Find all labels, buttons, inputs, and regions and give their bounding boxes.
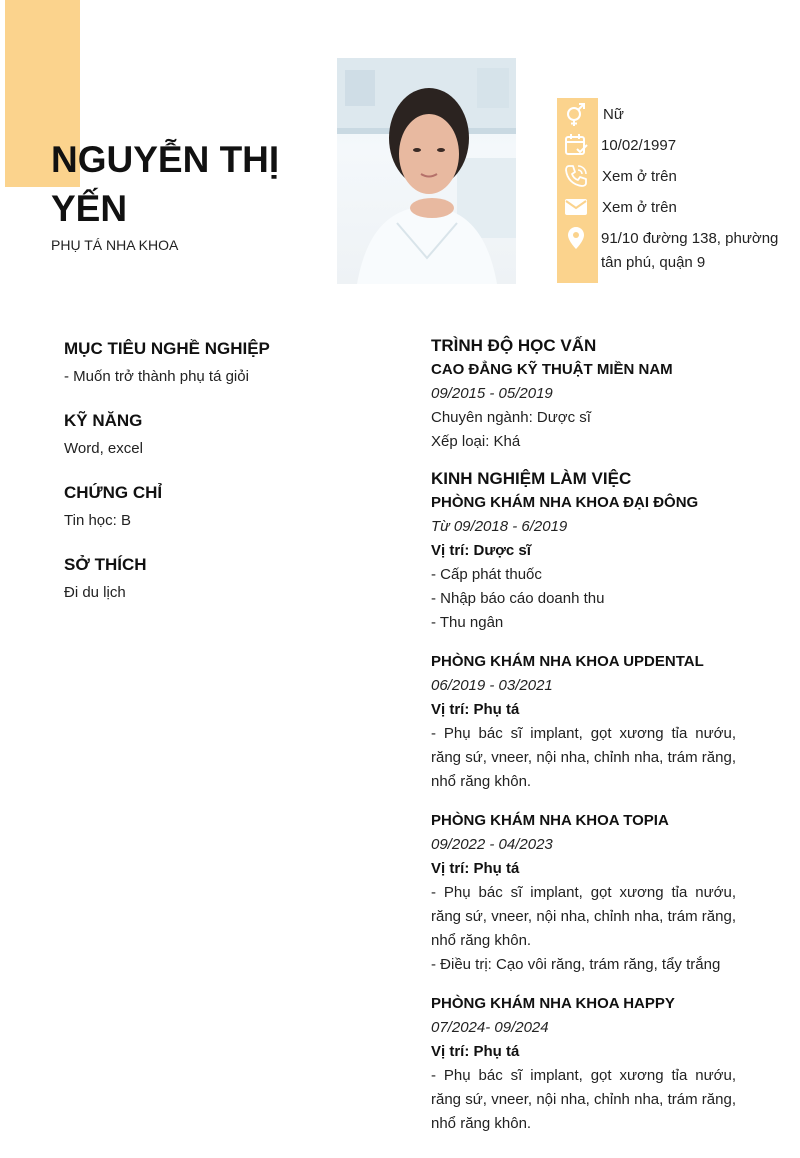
job-entry xyxy=(431,491,736,635)
job-org: PHÒNG KHÁM NHA KHOA ĐẠI ĐÔNG xyxy=(431,494,699,511)
job-duty: - Phụ bác sĩ implant, gọt xương tỉa nướu, răng sứ, vneer, nội nha, chỉnh nha, trám răng, nhổ răng khôn. xyxy=(431,884,736,949)
phone-icon xyxy=(563,163,589,189)
gender-icon xyxy=(563,102,589,128)
job-duty: - Phụ bác sĩ implant, gọt xương tỉa nướu, răng sứ, vneer, nội nha, chỉnh nha, trám răng, nhổ răng khôn. xyxy=(431,725,736,790)
portrait-illustration xyxy=(337,58,516,284)
hobbies-heading: SỞ THÍCH xyxy=(64,555,147,574)
job-position: Vị trí: Dược sĩ xyxy=(431,542,531,559)
job-entry xyxy=(431,650,736,794)
skills-text: Word, excel xyxy=(64,440,143,457)
gender-text: Nữ xyxy=(603,106,624,123)
job-org: PHÒNG KHÁM NHA KHOA UPDENTAL xyxy=(431,653,704,670)
skills-heading: KỸ NĂNG xyxy=(64,411,143,430)
job-period: 09/2022 - 04/2023 xyxy=(431,836,553,853)
education-grade: Xếp loại: Khá xyxy=(431,433,521,450)
calendar-icon xyxy=(563,132,589,158)
job-duty: - Nhập báo cáo doanh thu xyxy=(431,590,605,607)
job-duty: - Điều trị: Cạo vôi răng, trám răng, tẩy trắng xyxy=(431,956,721,973)
certificates-text: Tin học: B xyxy=(64,512,131,529)
job-duty: - Phụ bác sĩ implant, gọt xương tỉa nướu, răng sứ, vneer, nội nha, chỉnh nha, trám răng, nhổ răng khôn. xyxy=(431,1067,736,1132)
certificates-heading: CHỨNG CHỈ xyxy=(64,483,163,502)
candidate-name: NGUYỄN THỊ YẾN xyxy=(51,139,280,229)
job-position: Vị trí: Phụ tá xyxy=(431,1043,520,1060)
job-entry xyxy=(431,992,736,1136)
left-column xyxy=(64,337,364,625)
objective-text: - Muốn trở thành phụ tá giỏi xyxy=(64,368,249,385)
objective-section xyxy=(64,337,364,389)
email-text: Xem ở trên xyxy=(602,199,677,216)
hobbies-section xyxy=(64,553,364,605)
education-heading: TRÌNH ĐỘ HỌC VẤN xyxy=(431,336,597,355)
location-pin-icon xyxy=(563,225,589,251)
objective-heading: MỤC TIÊU NGHỀ NGHIỆP xyxy=(64,339,270,358)
job-title: PHỤ TÁ NHA KHOA xyxy=(51,237,179,253)
job-period: 06/2019 - 03/2021 xyxy=(431,677,553,694)
job-duty: - Thu ngân xyxy=(431,614,504,631)
school-name: CAO ĐẲNG KỸ THUẬT MIỀN NAM xyxy=(431,361,673,378)
job-period: 07/2024- 09/2024 xyxy=(431,1019,549,1036)
job-position: Vị trí: Phụ tá xyxy=(431,701,520,718)
hobbies-text: Đi du lịch xyxy=(64,584,126,601)
education-major: Chuyên ngành: Dược sĩ xyxy=(431,409,591,426)
profile-photo xyxy=(337,58,516,284)
education-period: 09/2015 - 05/2019 xyxy=(431,385,553,402)
address-text: 91/10 đường 138, phường tân phú, quận 9 xyxy=(601,230,779,271)
experience-heading: KINH NGHIỆM LÀM VIỆC xyxy=(431,469,632,488)
education-section xyxy=(431,334,736,454)
experience-section xyxy=(431,467,736,1136)
skills-section xyxy=(64,409,364,461)
right-column xyxy=(431,334,736,1151)
certificates-section xyxy=(64,481,364,533)
job-entry xyxy=(431,809,736,977)
job-period: Từ 09/2018 - 6/2019 xyxy=(431,518,568,535)
job-org: PHÒNG KHÁM NHA KHOA HAPPY xyxy=(431,995,675,1012)
mail-icon xyxy=(563,194,589,220)
phone-text: Xem ở trên xyxy=(602,168,677,185)
job-position: Vị trí: Phụ tá xyxy=(431,860,520,877)
job-org: PHÒNG KHÁM NHA KHOA TOPIA xyxy=(431,812,669,829)
job-duty: - Cấp phát thuốc xyxy=(431,566,542,583)
birthdate-text: 10/02/1997 xyxy=(601,137,677,154)
